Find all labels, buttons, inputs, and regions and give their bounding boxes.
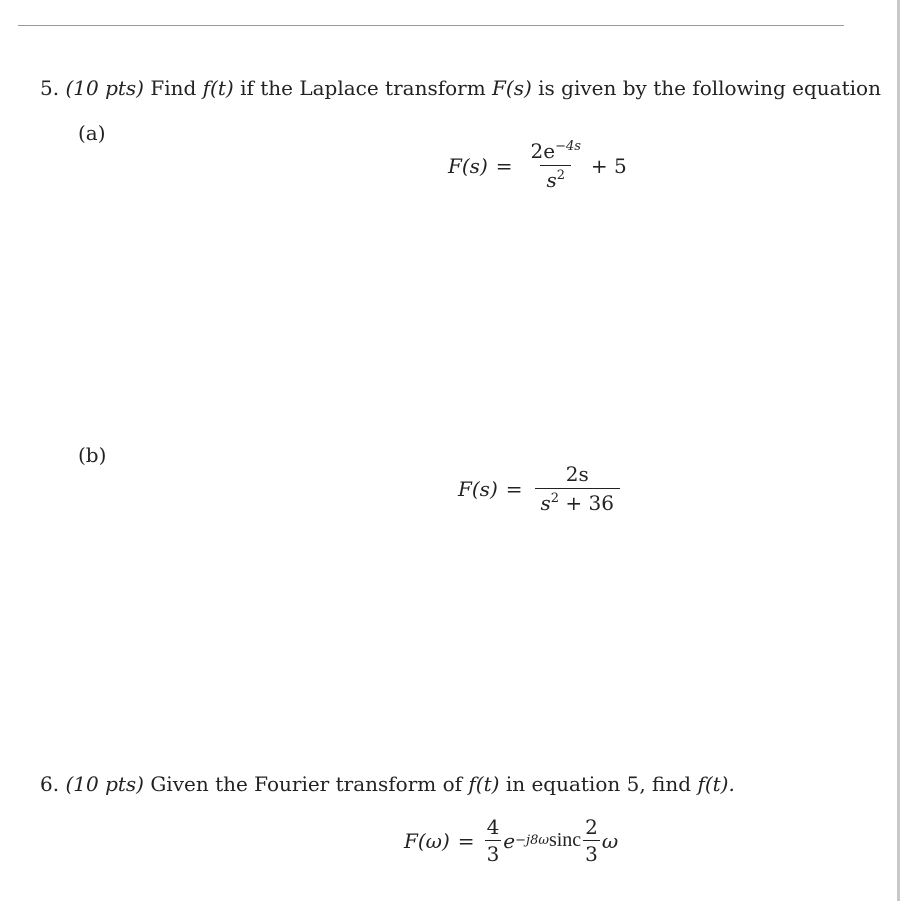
- question-6-number: 6.: [40, 772, 60, 796]
- equation-b-equals: =: [505, 476, 523, 501]
- question-5-ft: f(t): [202, 76, 234, 100]
- question-5-Fs: F(s): [492, 76, 532, 100]
- question-5-points: (10 pts): [65, 76, 144, 100]
- equation-a: [448, 140, 627, 191]
- equation-6-fraction-1: $\frac{4}{3}$: [486, 815, 500, 866]
- equation-b: [458, 463, 624, 514]
- equation-a-lhs: F(s): [448, 153, 488, 178]
- equation-b-denominator: $s^2 + 36$: [535, 488, 620, 514]
- equation-6-equals: =: [457, 828, 475, 853]
- top-rule: [18, 25, 844, 26]
- part-a-label: (a): [78, 121, 106, 145]
- equation-b-lhs: F(s): [458, 476, 498, 501]
- equation-b-numerator: 2s: [565, 462, 589, 486]
- question-5-text-b: if the Laplace transform: [240, 76, 486, 100]
- equation-6-sinc: sinc: [548, 829, 582, 851]
- equation-a-denominator: $s^2$: [540, 165, 571, 191]
- question-6-text-b: in equation 5, find: [505, 772, 692, 796]
- equation-6-lhs: F(ω): [404, 828, 450, 853]
- question-5-number: 5.: [40, 76, 60, 100]
- equation-b-fraction: [535, 463, 620, 514]
- question-6-text-a: Given the Fourier transform of: [150, 772, 463, 796]
- equation-a-equals: =: [495, 153, 513, 178]
- equation-a-numerator: $2e^{-4s}$: [530, 139, 581, 163]
- equation-6-exp-base: e: [503, 828, 516, 853]
- equation-6-omega: ω: [601, 828, 619, 853]
- question-5-text: [40, 76, 881, 100]
- equation-6-exp-sup: −j8ω: [515, 833, 549, 848]
- equation-a-plus: + 5: [590, 153, 627, 178]
- equation-a-fraction: [525, 140, 587, 191]
- question-6-ft: f(t): [468, 772, 500, 796]
- question-6-points: (10 pts): [65, 772, 144, 796]
- question-5-text-c: is given by the following equation: [538, 76, 881, 100]
- equation-6-fraction-2: $\frac{2}{3}$: [585, 815, 598, 866]
- part-b-label: (b): [78, 443, 107, 467]
- equation-6: [404, 816, 618, 865]
- question-6-text: [40, 772, 735, 796]
- right-edge-bar: [897, 0, 900, 901]
- question-6-ft2: f(t).: [697, 772, 735, 796]
- question-5-text-a: Find: [150, 76, 197, 100]
